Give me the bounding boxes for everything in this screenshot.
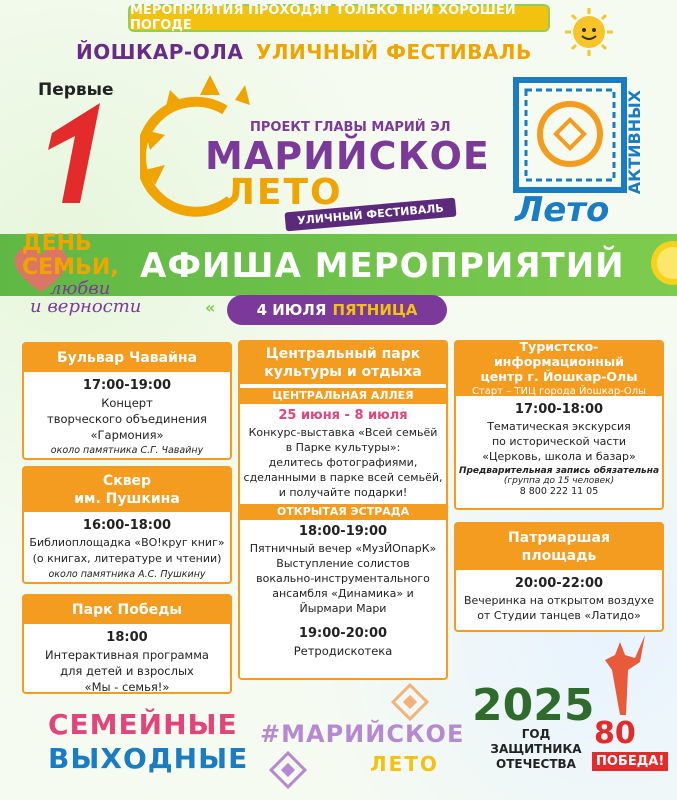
card-central-park: Центральный парк культуры и отдыха ЦЕНТРАЛЬНАЯ АЛЛЕЯ 25 июня - 8 июля Конкурс-выставка «Всей семьёй в Парке культуры»: делитесь фотографиями, сделанными в парке всей семьёй, и получайте подарки! ОТКРЫТАЯ ЭСТРАДА 18:00-19:00 Пятничный вечер «МузЙОпарК» Выступление солистов вокально-инструментального ансамбля «Динамика» и Йырмари Мари 19:00-20:00 Ретродискотека: [238, 340, 448, 680]
family-weekends-line1: СЕМЕЙНЫЕ: [48, 708, 238, 741]
header-festival: УЛИЧНЫЙ ФЕСТИВАЛЬ: [256, 40, 532, 64]
year-2025: 2025: [472, 680, 595, 731]
sun-smile-icon: [560, 6, 618, 58]
family-love-text: любви и верности: [30, 278, 142, 317]
leto-title: ЛЕТО: [225, 172, 343, 213]
weather-banner: МЕРОПРИЯТИЯ ПРОХОДЯТ ТОЛЬКО ПРИ ХОРОШЕЙ ПОГОДЕ: [128, 4, 550, 32]
victory-label: ПОБЕДА!: [592, 752, 668, 771]
first-logo-label: Первые: [38, 80, 114, 100]
street-festival-ribbon: УЛИЧНЫЙ ФЕСТИВАЛЬ: [284, 198, 456, 232]
lemon-icon: [645, 238, 677, 288]
ornament-icon-2: [268, 750, 308, 790]
year-subtitle: ГОД ЗАЩИТНИКА ОТЕЧЕСТВА: [490, 727, 582, 771]
date-pill: 4 ИЮЛЯ ПЯТНИЦА: [227, 295, 447, 325]
header-city: ЙОШКАР-ОЛА: [76, 40, 244, 64]
aktiv-word-text: АКТИВНЫХ: [625, 90, 644, 195]
hashtag-text: #МАРИЙСКОЕ: [260, 720, 465, 748]
card-pushkin: Сквер им. Пушкина 16:00-18:00 Библиоплощадка «ВО!круг книг» (о книгах, литературе и чтении) около памятника А.С. Пушкину: [22, 466, 232, 584]
ornament-icon: [390, 682, 430, 722]
victory-80: 80: [594, 716, 636, 751]
family-day-text: ДЕНЬ СЕМЬИ,: [22, 231, 119, 280]
afisha-title: АФИША МЕРОПРИЯТИЙ: [140, 246, 625, 286]
aktiv-leto-text: Лето: [515, 190, 610, 230]
first-channel-logo: [40, 98, 110, 208]
card-victory-park: Парк Победы 18:00 Интерактивная программа для детей и взрослых «Мы - семья!»: [22, 594, 232, 694]
mari-title: МАРИЙСКОЕ: [205, 134, 490, 178]
motherland-statue-icon: [590, 630, 650, 720]
card-tourist-center: Туристско-информационный центр г. Йошкар-Олы Старт – ТИЦ города Йошкар-Олы 17:00-18:00 Тематическая экскурсия по исторической части «Церковь, школа и базар» Предварительная запись обязательна (группа до 15 человек) 8 800 222 11 05: [454, 340, 664, 510]
project-label: ПРОЕКТ ГЛАВЫ МАРИЙ ЭЛ: [250, 120, 451, 135]
card-chavain: Бульвар Чавайна 17:00-19:00 Концерт творческого объединения «Гармония» около памятника С.Г. Чавайну: [22, 342, 232, 460]
hashtag-leto-text: ЛЕТО: [370, 752, 439, 776]
family-weekends-line2: ВЫХОДНЫЕ: [48, 742, 249, 775]
card-patriarch-square: Патриаршая площадь 20:00-22:00 Вечеринка на открытом воздухе от Студии танцев «Латидо»: [454, 522, 664, 632]
chevrons-left-icon: «: [205, 298, 216, 317]
